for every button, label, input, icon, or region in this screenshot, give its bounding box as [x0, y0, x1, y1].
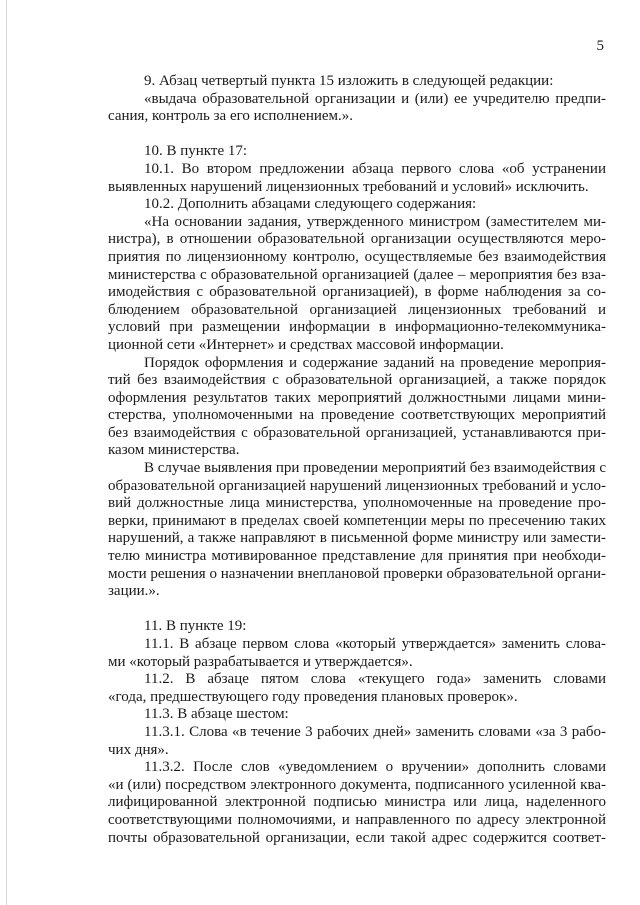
text-line: выявленных нарушений лицензионных требований и условий» исключить. [108, 178, 589, 195]
text-line: образовательной организацией нарушений лицензионных требований и усло- [108, 477, 606, 494]
text-line: 11.3.1. Слова «в течение 3 рабочих дней» заменить словами «за 3 рабо- [144, 723, 606, 740]
paragraph [108, 460, 606, 601]
text-line: казом министерства. [108, 442, 240, 459]
text-line: телю министра мотивированное представление для принятия при необходи- [108, 548, 606, 565]
text-line: 10.1. Во втором предложении абзаца первого слова «об устранении [144, 160, 606, 177]
text-line: 9. Абзац четвертый пункта 15 изложить в следующей редакции: [144, 73, 554, 89]
paragraph [108, 706, 606, 724]
paragraph [108, 724, 606, 759]
text-line: условий при размещении информации в информационно-телекоммуника- [108, 319, 606, 336]
text-line: 11.3.2. После слов «уведомлением о вручении» дополнить словами [144, 759, 606, 776]
paragraph [108, 671, 606, 706]
text-line: 10. В пункте 17: [144, 143, 248, 160]
paragraph [108, 355, 606, 461]
text-line: 10.2. Дополнить абзацами следующего содержания: [144, 196, 477, 213]
paragraph [108, 91, 606, 126]
text-line: сания, контроль за его исполнением.». [108, 108, 354, 125]
text-line: В случае выявления при проведении мероприятий без взаимодействия с [144, 460, 606, 477]
text-line: стерства, уполномоченными на проведение соответствующих мероприятий [108, 407, 606, 424]
text-line: 11.3. В абзаце шестом: [144, 706, 289, 723]
paragraph [108, 759, 606, 847]
paragraph [108, 196, 606, 214]
text-line: «и (или) посредством электронного документа, подписанного усиленной ква- [108, 776, 606, 793]
paragraph [108, 161, 606, 196]
page-number: 5 [596, 38, 604, 54]
text-line: блюдением образовательной организацией лицензионных требований и [108, 301, 606, 318]
text-line: тий без взаимодействия с образовательной организацией, а также порядок [108, 372, 606, 389]
text-line: «года, предшествующего году проведения плановых проверок». [108, 688, 518, 705]
text-line: ционной сети «Интернет» и средствах массовой информации. [108, 336, 504, 353]
scan-edge-line [6, 0, 7, 905]
text-line: нарушений, а также направляют в письменной форме министру или замести- [108, 530, 606, 547]
text-line: ми «который разрабатывается и утверждается». [108, 653, 413, 670]
text-line: нистра), в отношении образовательной организации осуществляются меро- [108, 231, 606, 248]
text-line: «На основании задания, утвержденного министром (заместителем ми- [144, 213, 606, 230]
paragraph [108, 73, 606, 91]
text-line: мости решения о назначении внеплановой проверки образовательной органи- [108, 565, 606, 582]
text-line: 11. В пункте 19: [144, 618, 247, 635]
text-line: лифицированной электронной подписью министра или лица, наделенного [108, 794, 606, 811]
text-line: почты образовательной организации, если такой адрес содержится соответ- [108, 829, 606, 846]
paragraph [108, 618, 606, 636]
text-line: 11.1. В абзаце первом слова «который утверждается» заменить слова- [144, 636, 606, 652]
text-line: Порядок оформления и содержание заданий на проведение мероприя- [144, 354, 606, 371]
text-line: без взаимодействия с образовательной организацией, устанавливаются при- [108, 424, 606, 441]
paragraph [108, 636, 606, 671]
paragraph-gap [108, 126, 606, 144]
text-line: оформления результатов таких мероприятий должностными лицами мини- [108, 389, 606, 406]
text-line: чих дня». [108, 741, 169, 758]
paragraph-gap [108, 601, 606, 619]
text-line: 11.2. В абзаце пятом слова «текущего года» заменить словами [144, 671, 606, 688]
paragraph [108, 143, 606, 161]
text-line: верки, принимают в пределах своей компетенции меры по пресечению таких [108, 512, 606, 529]
paragraph [108, 214, 606, 355]
text-line: приятия по лицензионному контролю, осуществляемые без взаимодействия [108, 248, 606, 265]
text-line: «выдача образовательной организации и (или) ее учредителю предпи- [144, 90, 606, 107]
text-line: соответствующими полномочиями, и направленного по адресу электронной [108, 811, 606, 828]
document-body [108, 73, 606, 847]
text-line: зации.». [108, 583, 160, 600]
text-line: министерства с образовательной организацией (далее – мероприятия без вза- [108, 266, 606, 283]
text-line: имодействия с образовательной организацией), в форме наблюдения за со- [108, 284, 606, 301]
text-line: вий должностные лица министерства, уполномоченные на проведение про- [108, 495, 606, 512]
